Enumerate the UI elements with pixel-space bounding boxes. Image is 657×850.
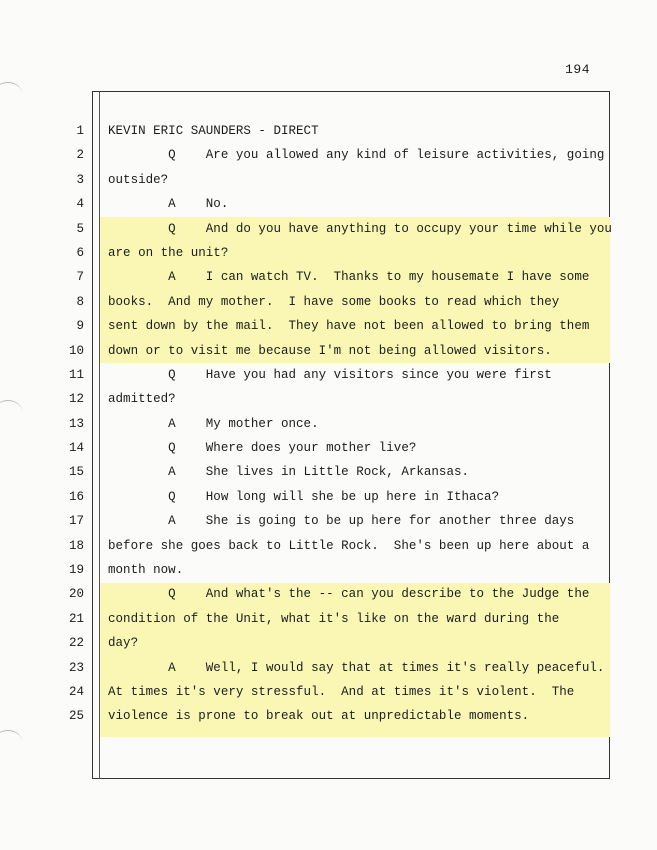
transcript-line: down or to visit me because I'm not being allowed visitors. (108, 343, 552, 358)
transcript-line: At times it's very stressful. And at times it's violent. The (108, 684, 575, 699)
line-number-column (54, 119, 84, 729)
transcript-line: violence is prone to break out at unpredictable moments. (108, 709, 530, 724)
transcript-line: books. And my mother. I have some books to read which they (108, 294, 560, 309)
line-number: 2 (76, 148, 84, 163)
transcript-line: Q How long will she be up here in Ithaca? (108, 489, 500, 504)
transcript-line: month now. (108, 563, 184, 578)
line-number: 1 (76, 124, 84, 138)
line-number: 6 (76, 245, 84, 260)
transcript-line: A She is going to be up here for another three days (108, 514, 575, 529)
transcript-line: Q And what's the -- can you describe to the Judge the (108, 587, 590, 602)
transcript-line: admitted? (108, 392, 176, 407)
transcript-line: before she goes back to Little Rock. She's been up here about a (108, 538, 590, 553)
line-number: 15 (68, 465, 84, 480)
line-number: 14 (68, 441, 84, 456)
punch-hole-bottom (0, 730, 22, 753)
line-number: 13 (68, 416, 84, 431)
punch-hole-top (0, 82, 22, 105)
line-number: 11 (68, 367, 84, 382)
line-number: 20 (68, 587, 84, 602)
transcript-line: A I can watch TV. Thanks to my housemate I have some (108, 270, 590, 285)
transcript-line: day? (108, 636, 139, 651)
line-number: 12 (68, 392, 84, 407)
punch-hole-middle (0, 400, 22, 423)
line-number: 16 (68, 489, 84, 504)
transcript-line: Q And do you have anything to occupy your time while you (108, 221, 612, 236)
line-number: 23 (68, 660, 84, 675)
transcript-line: sent down by the mail. They have not been allowed to bring them (108, 319, 590, 334)
transcript-heading: KEVIN ERIC SAUNDERS - DIRECT (108, 124, 319, 138)
transcript-line: condition of the Unit, what it's like on the ward during the (108, 611, 560, 626)
line-number: 5 (76, 221, 84, 236)
line-number: 7 (76, 270, 84, 285)
transcript-line: A Well, I would say that at times it's really peaceful. (108, 660, 605, 675)
transcript-line: Q Are you allowed any kind of leisure activities, going (108, 148, 605, 163)
line-number: 21 (68, 611, 84, 626)
line-number: 10 (68, 343, 84, 358)
transcript-line: outside? (108, 172, 169, 187)
transcript-line: Q Where does your mother live? (108, 441, 417, 456)
margin-rule (99, 91, 100, 779)
line-number: 3 (76, 172, 84, 187)
line-number: 4 (76, 197, 84, 212)
line-number: 18 (68, 538, 84, 553)
line-number: 17 (68, 514, 84, 529)
transcript-line: A She lives in Little Rock, Arkansas. (108, 465, 470, 480)
page-number: 194 (565, 62, 590, 77)
transcript-line: A No. (108, 197, 229, 212)
transcript-line: A My mother once. (108, 416, 319, 431)
transcript-line: Q Have you had any visitors since you were first (108, 367, 552, 382)
line-number: 9 (76, 319, 84, 334)
transcript-line: are on the unit? (108, 245, 229, 260)
line-number: 25 (68, 709, 84, 724)
line-number: 8 (76, 294, 84, 309)
line-number: 24 (68, 684, 84, 699)
line-number: 19 (68, 563, 84, 578)
transcript-text (108, 119, 612, 729)
line-number: 22 (68, 636, 84, 651)
